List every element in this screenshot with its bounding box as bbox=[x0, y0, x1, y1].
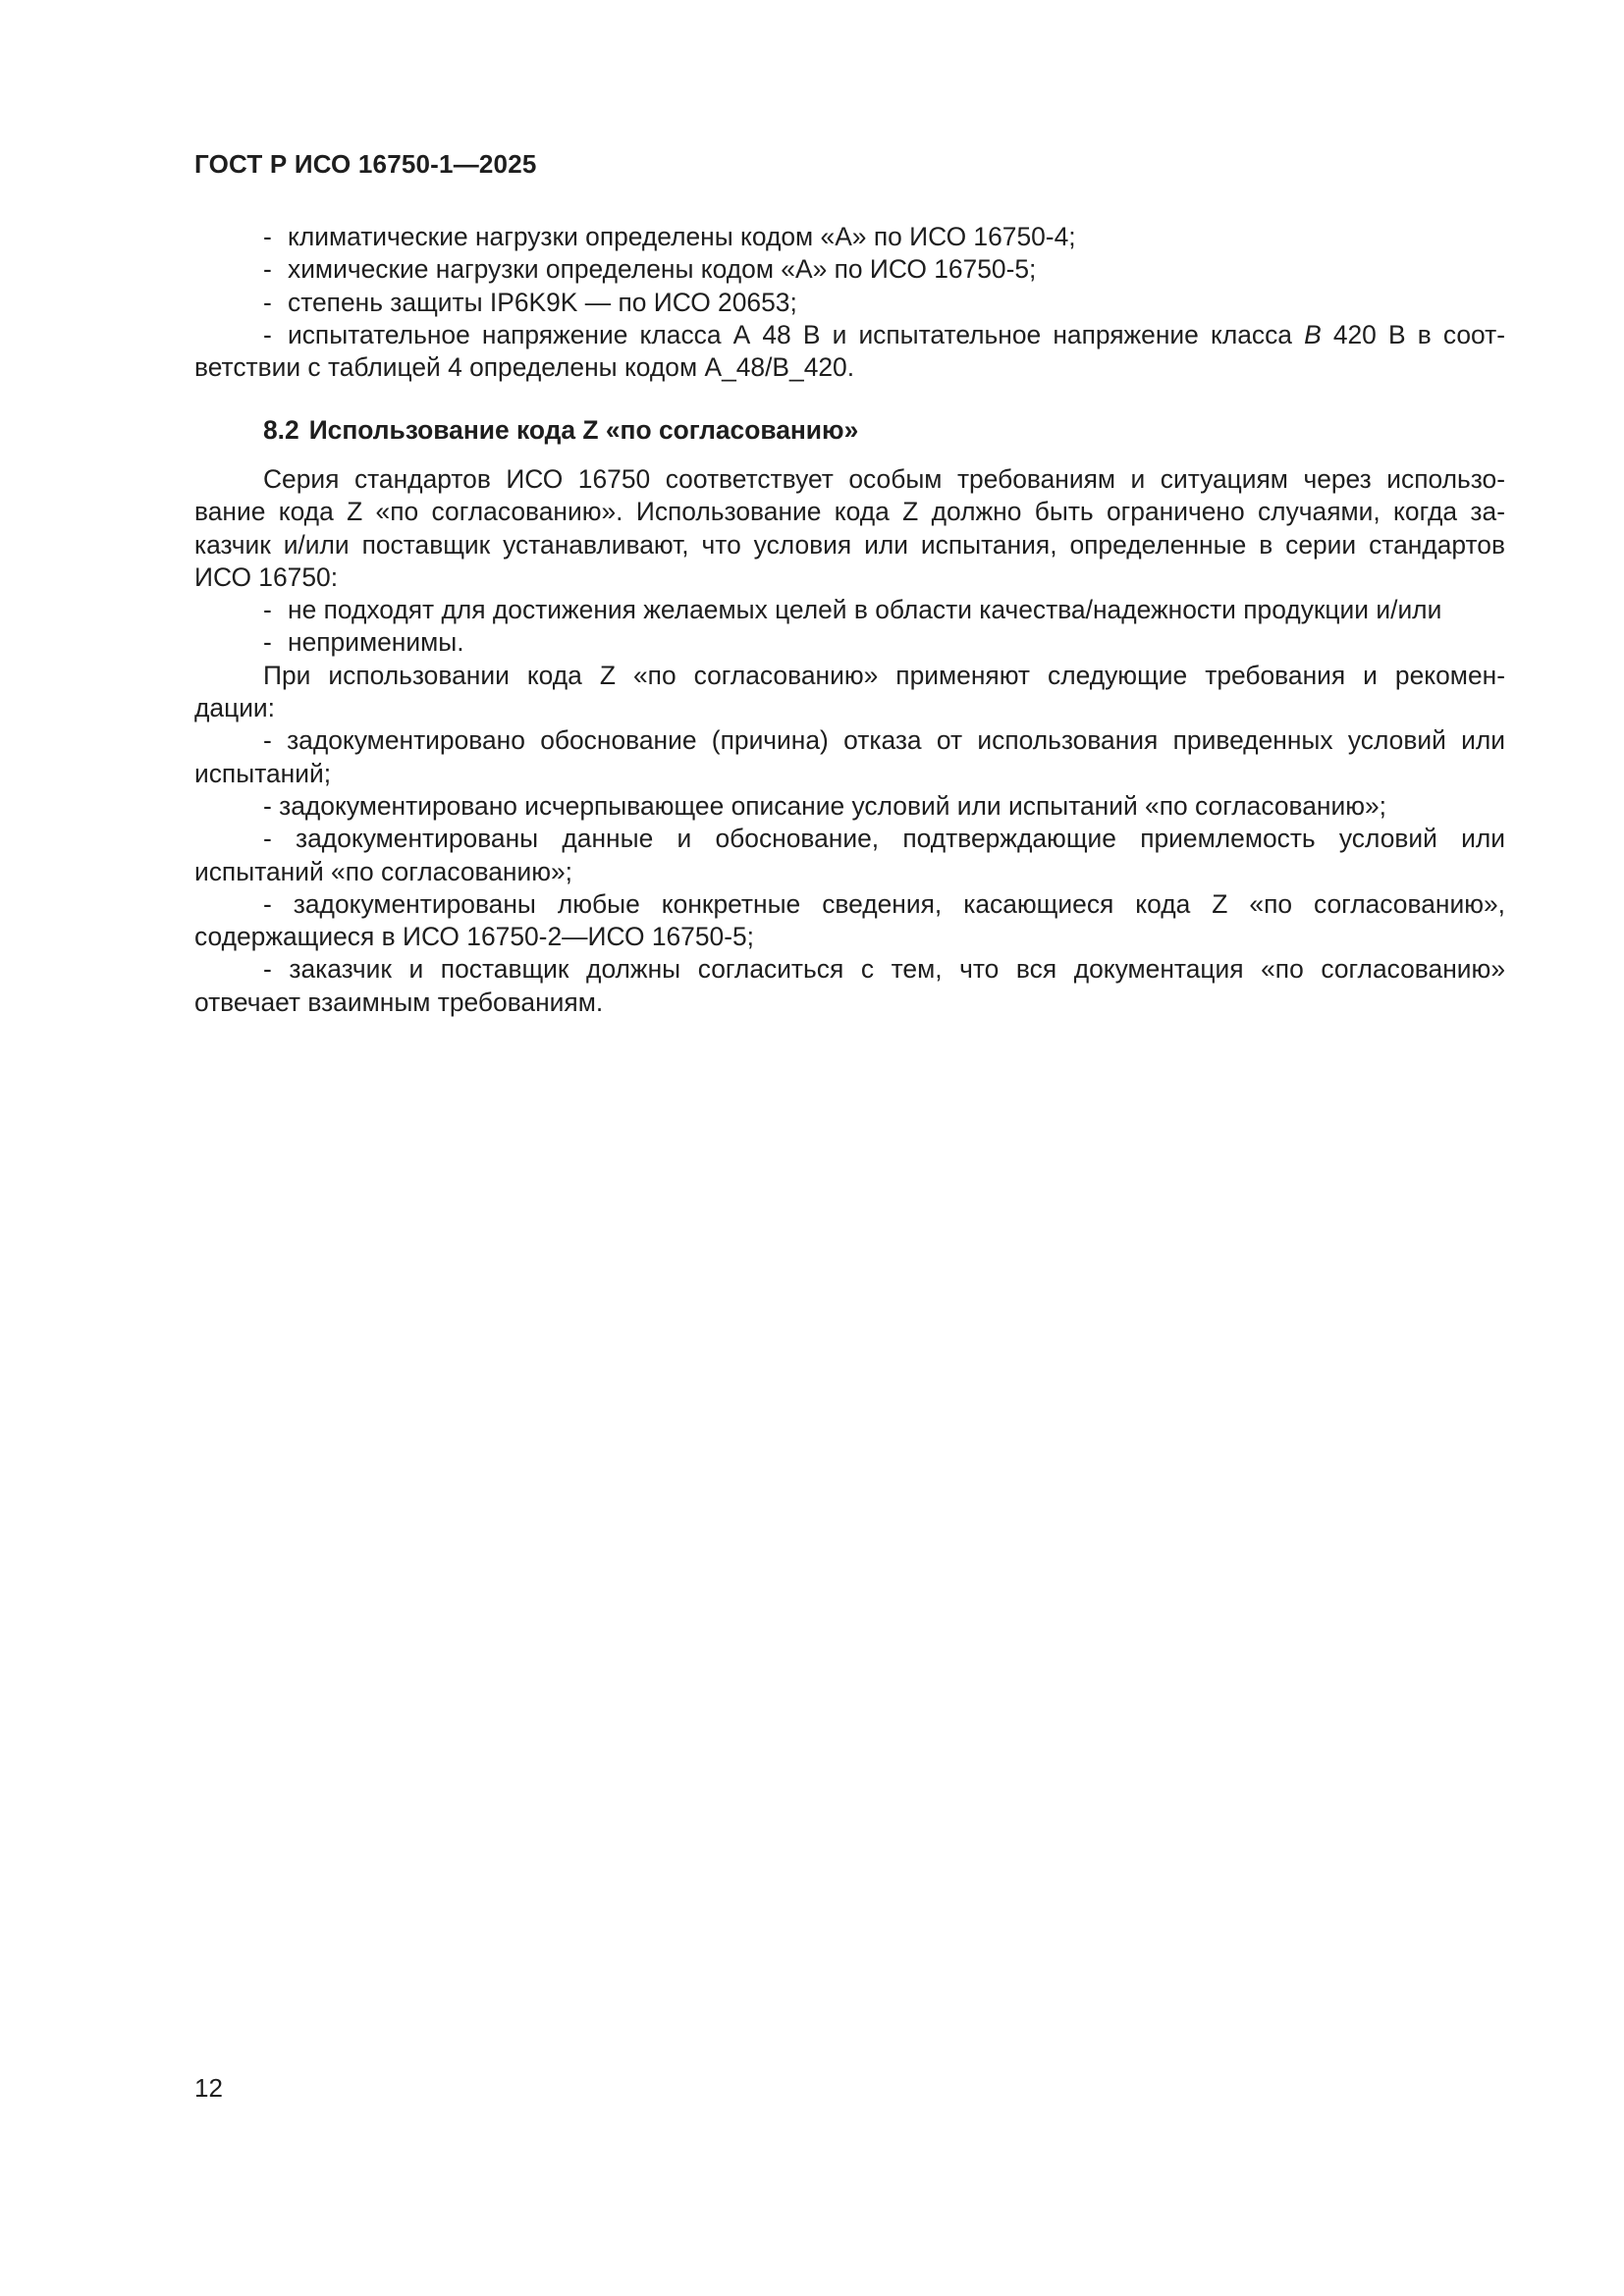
list-item bbox=[194, 319, 1505, 351]
list-dash: - bbox=[263, 319, 272, 349]
list-item-text: степень защиты IP6K9K — по ИСО 20653; bbox=[288, 287, 797, 317]
list-dash: - bbox=[263, 627, 272, 658]
requirement-item: - задокументировано исчерпывающее описание условий или испытаний «по согласованию»; bbox=[263, 790, 1387, 821]
paragraph-line: При использовании кода Z «по согласованию» применяют следующие требования и рекомен- bbox=[263, 660, 1505, 690]
top-list bbox=[194, 221, 1505, 384]
requirement-continuation: содержащиеся в ИСО 16750-2—ИСО 16750-5; bbox=[194, 922, 755, 952]
requirement-item: - задокументированы любые конкретные сведения, касающиеся кода Z «по согласованию», bbox=[263, 888, 1505, 919]
list-item bbox=[194, 287, 1505, 319]
list-item-text: испытательное напряжение класса А 48 В и испытательное напряжение класса bbox=[288, 319, 1305, 349]
page-number: 12 bbox=[194, 2073, 223, 2103]
section-body bbox=[194, 463, 1505, 1019]
section-heading bbox=[263, 415, 858, 445]
requirement-item: - заказчик и поставщик должны согласиться с тем, что вся документация «по согласованию» bbox=[263, 954, 1505, 985]
section-title: Использование кода Z «по согласованию» bbox=[308, 415, 859, 445]
list-item-text: не подходят для достижения желаемых целей в области качества/надежности продукции и/или bbox=[288, 595, 1442, 625]
list-dash: - bbox=[263, 595, 272, 625]
paragraph-line: ИСО 16750: bbox=[194, 561, 339, 592]
document-header: ГОСТ Р ИСО 16750-1—2025 bbox=[194, 149, 537, 179]
list-item bbox=[194, 253, 1505, 286]
list-item bbox=[194, 221, 1505, 253]
requirement-continuation: испытаний «по согласованию»; bbox=[194, 856, 573, 886]
list-item bbox=[194, 626, 1505, 659]
paragraph-line: Серия стандартов ИСО 16750 соответствует особым требованиям и ситуациям через использо- bbox=[263, 464, 1505, 494]
list-dash: - bbox=[263, 222, 272, 251]
list-item-continuation: ветствии с таблицей 4 определены кодом A_48/B_420. bbox=[194, 352, 855, 383]
class-b-italic: B bbox=[1304, 319, 1322, 349]
section-number: 8.2 bbox=[263, 415, 299, 445]
requirement-continuation: испытаний; bbox=[194, 758, 332, 788]
list-item-text: химические нагрузки определены кодом «А» по ИСО 16750-5; bbox=[288, 254, 1037, 285]
requirement-item: - задокументировано обоснование (причина) отказа от использования приведенных условий или bbox=[263, 725, 1505, 756]
requirement-continuation: отвечает взаимным требованиям. bbox=[194, 987, 604, 1017]
list-item-text: неприменимы. bbox=[288, 627, 464, 658]
requirement-item: - задокументированы данные и обоснование, подтверждающие приемлемость условий или bbox=[263, 824, 1505, 854]
list-item-text: климатические нагрузки определены кодом «А» по ИСО 16750-4; bbox=[288, 222, 1076, 251]
list-item-text: 420 В в соот- bbox=[1321, 319, 1505, 349]
paragraph-line: дации: bbox=[194, 693, 276, 723]
list-dash: - bbox=[263, 254, 272, 285]
list-dash: - bbox=[263, 287, 272, 317]
paragraph-line: казчик и/или поставщик устанавливают, что условия или испытания, определенные в серии стандартов bbox=[194, 529, 1505, 560]
list-item bbox=[194, 594, 1505, 626]
paragraph-line: вание кода Z «по согласованию». Использование кода Z должно быть ограничено случаями, когда за- bbox=[194, 497, 1505, 527]
